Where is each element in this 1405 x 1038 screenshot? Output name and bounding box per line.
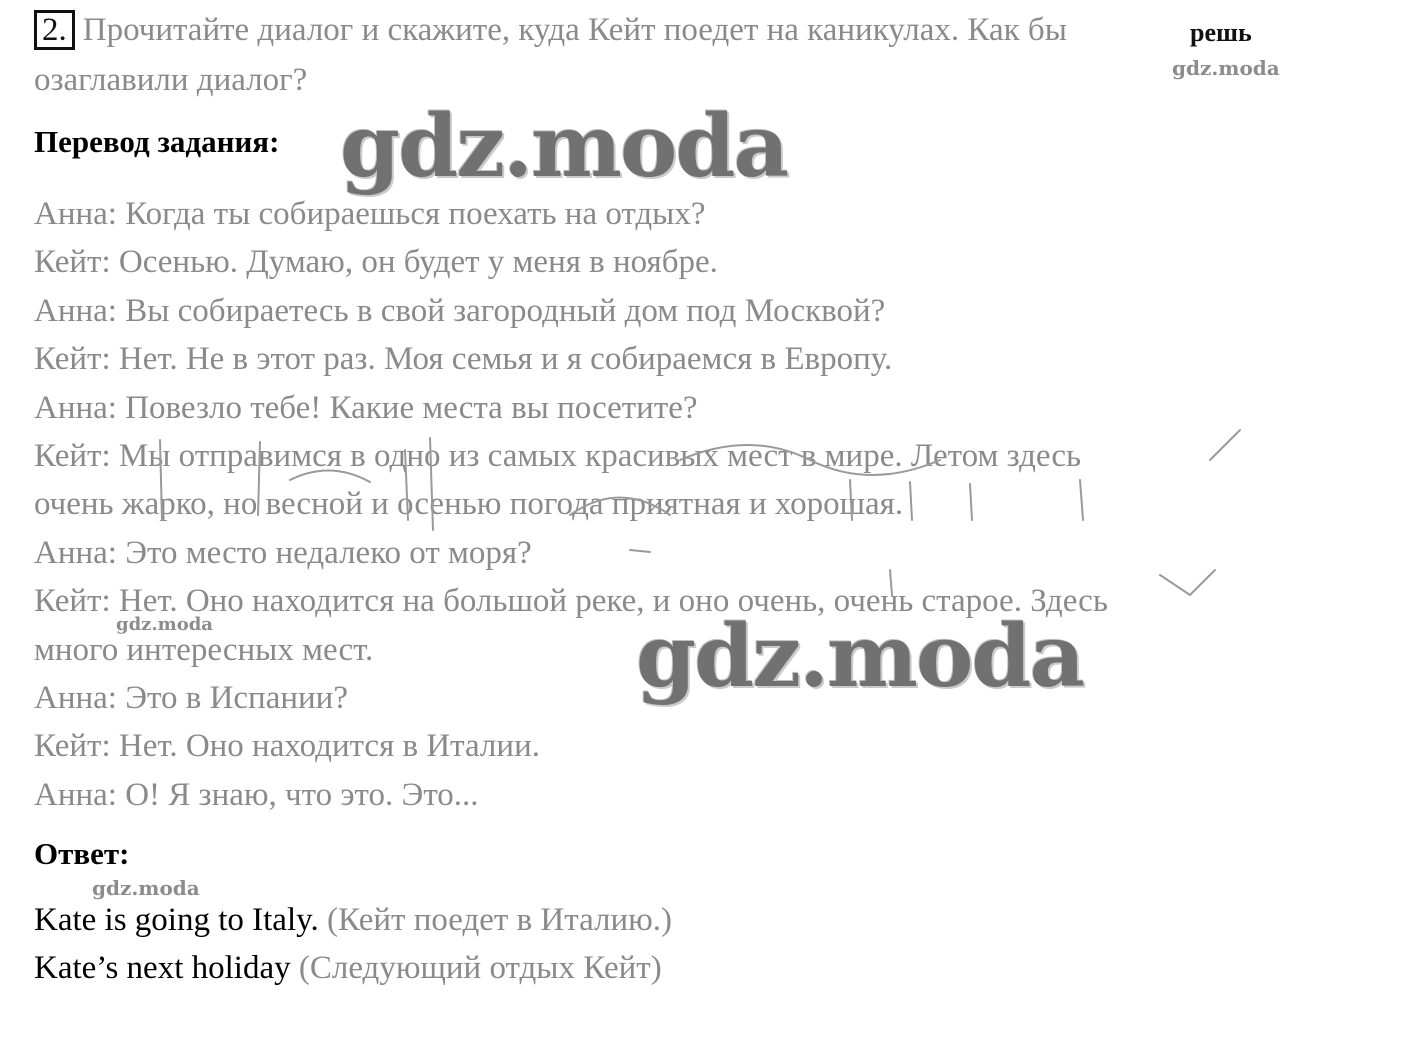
answer-russian: (Кейт поедет в Италию.)	[318, 902, 673, 938]
watermark-logo: gdz.moda	[340, 96, 788, 197]
dialog-line: Анна: О! Я знаю, что это. Это...	[34, 776, 479, 813]
task-prompt-line-1	[34, 10, 1067, 50]
dialog-line: Анна: Это в Испании?	[34, 680, 348, 717]
dialog-line: Анна: Повезло тебе! Какие места вы посетите?	[34, 389, 698, 426]
scribble-marks	[150, 420, 1280, 620]
task-prompt-text-1: Прочитайте диалог и скажите, куда Кейт поедет на каникулах. Как бы	[82, 12, 1067, 48]
answer-line-1	[34, 900, 672, 940]
dialog-line: Кейт: Нет. Оно находится в Италии.	[34, 728, 540, 765]
watermark-small: gdz.moda	[116, 614, 213, 635]
dialog-line: очень жарко, но весной и осенью погода приятная и хорошая.	[34, 486, 904, 523]
dialog-line: Анна: Когда ты собираешься поехать на отдых?	[34, 196, 706, 232]
watermark-small: gdz.moda	[92, 876, 200, 900]
dialog-line: Кейт: Нет. Оно находится на большой реке, и оно очень, очень старое. Здесь	[34, 583, 1108, 620]
watermark-small: gdz.moda	[1172, 56, 1280, 80]
translation-heading: Перевод задания:	[34, 124, 280, 159]
answer-english: Kate is going to Italy.	[34, 902, 319, 938]
dialog-line: много интересных мест.	[34, 631, 374, 668]
watermark-logo: gdz.moda	[636, 606, 1084, 707]
dialog-line: Анна: Вы собираетесь в свой загородный дом под Москвой?	[34, 292, 886, 329]
answer-heading: Ответ:	[34, 836, 130, 871]
answer-english: Kate’s next holiday	[34, 950, 291, 986]
cropped-header-fragment: решь	[1190, 18, 1252, 47]
task-prompt-line-2: озаглавили диалог?	[34, 62, 308, 98]
answer-line-2	[34, 948, 662, 988]
answer-russian: (Следующий отдых Кейт)	[290, 950, 662, 986]
dialog-line: Кейт: Осенью. Думаю, он будет у меня в ноябре.	[34, 244, 718, 281]
task-number-box: 2.	[34, 10, 75, 50]
dialog-line: Кейт: Нет. Не в этот раз. Моя семья и я собираемся в Европу.	[34, 341, 893, 378]
dialog-line: Анна: Это место недалеко от моря?	[34, 534, 532, 571]
dialog-line: Кейт: Мы отправимся в одно из самых красивых мест в мире. Летом здесь	[34, 438, 1082, 475]
